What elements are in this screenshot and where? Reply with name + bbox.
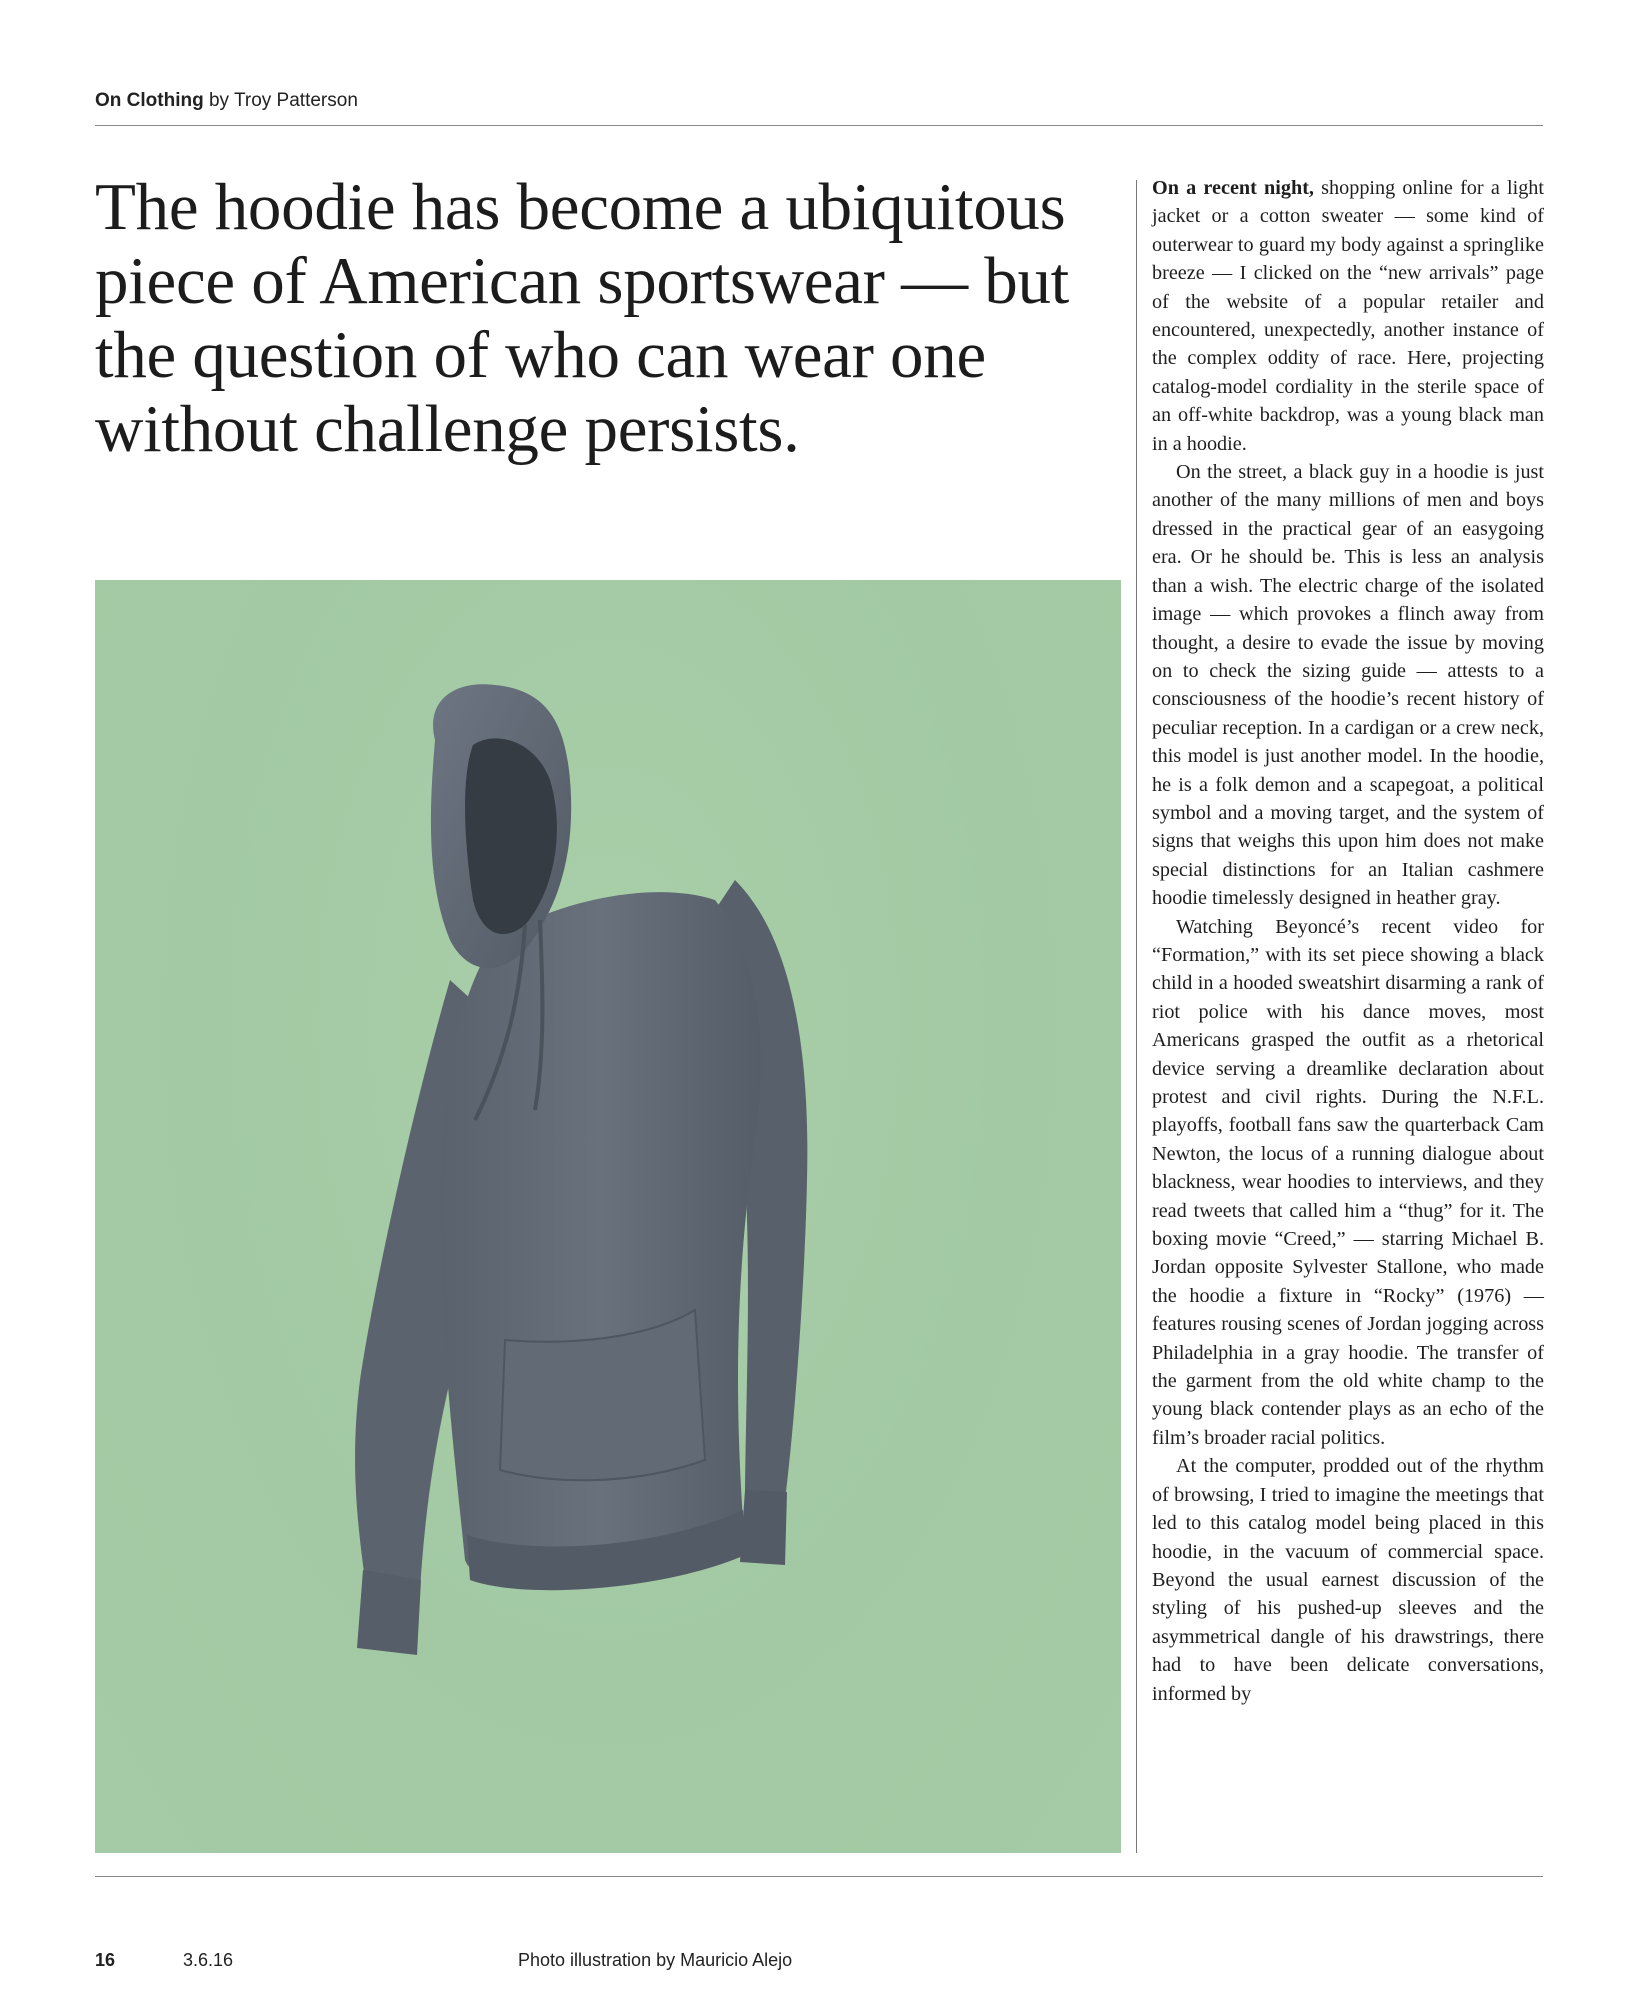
section-name: On Clothing	[95, 90, 204, 111]
photo-credit: Photo illustration by Mauricio Alejo	[518, 1950, 793, 1970]
hoodie-photo	[95, 580, 1121, 1853]
column-rule	[1136, 180, 1137, 1853]
right-cuff	[740, 1490, 787, 1565]
left-cuff	[357, 1570, 421, 1655]
paragraph-4: At the computer, prodded out of the rhythm of browsing, I tried to imagine the meetings that led to this catalog model being placed in this hoodie, in the vacuum of commercial space. Beyond the usual earnest discussion of the styling of his pushed-up sleeves and the asymmetrical dangle of his drawstrings, there had to have been delicate conversations, informed by	[1152, 1455, 1544, 1705]
headline: The hoodie has become a ubiquitous piece of American sportswear — but the question of who can wear one without challenge persists.	[95, 170, 1069, 466]
hoodie-body	[440, 892, 761, 1586]
paragraph-1-text: shopping online for a light jacket or a cotton sweater — some kind of outerwear to guard my body against a springlike breeze — I clicked on the “new arrivals” page of the website of a popular retailer and encountered, unexpectedly, another instance of the complex oddity of race. Here, projecting catalog-model cordiality in the sterile space of an off-white backdrop, was a young black man in a hoodie.	[1152, 177, 1544, 455]
header-rule	[95, 125, 1543, 126]
footer-rule	[95, 1876, 1543, 1877]
lead-in: On a recent night,	[1152, 177, 1314, 199]
page-number: 16	[95, 1950, 116, 1970]
section-header	[95, 90, 358, 112]
article-body	[1152, 174, 1544, 1708]
hoodie-illustration	[95, 580, 1121, 1853]
paragraph-3: Watching Beyoncé’s recent video for “Formation,” with its set piece showing a black child in a hooded sweatshirt disarming a rank of riot police with his dance moves, most Americans grasped the outfit as a rhetorical device serving a dreamlike declaration about protest and civil rights. During the N.F.L. playoffs, football fans saw the quarterback Cam Newton, the locus of a running dialogue about blackness, wear hoodies to interviews, and they read tweets that called him a “thug” for it. The boxing movie “Creed,” — starring Michael B. Jordan opposite Sylvester Stallone, who made the hoodie a fixture in “Rocky” (1976) — features rousing scenes of Jordan jogging across Philadelphia in a gray hoodie. The transfer of the garment from the old white champ to the young black contender plays as an echo of the film’s broader racial politics.	[1152, 915, 1544, 1449]
paragraph-1	[1152, 174, 1544, 458]
issue-date: 3.6.16	[183, 1950, 234, 1970]
byline: by Troy Patterson	[208, 90, 358, 111]
paragraph-2: On the street, a black guy in a hoodie is just another of the many millions of men and boys dressed in the practical gear of an easygoing era. Or he should be. This is less an analysis than a wish. The electric charge of the isolated image — which provokes a flinch away from thought, a desire to evade the issue by moving on to check the sizing guide — attests to a consciousness of the hoodie’s recent history of peculiar reception. In a cardigan or a crew neck, this model is just another model. In the hoodie, he is a folk demon and a scapegoat, a political symbol and a moving target, and the system of signs that weighs this upon him does not make special distinctions for an Italian cashmere hoodie timelessly designed in heather gray.	[1152, 461, 1544, 910]
